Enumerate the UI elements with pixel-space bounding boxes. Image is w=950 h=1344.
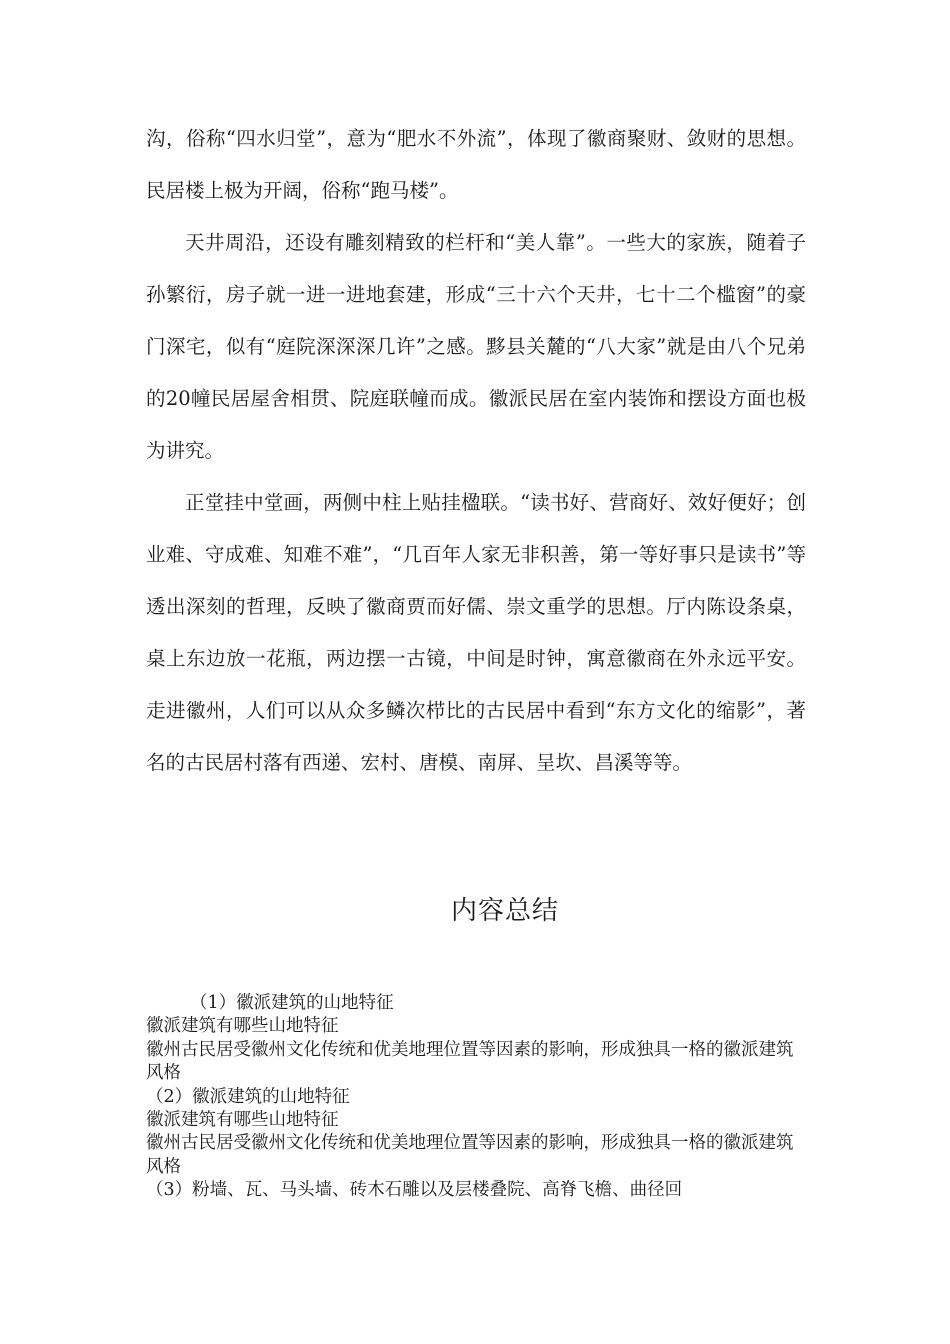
body-text [146,113,806,789]
summary-item: （2）徽派建筑的山地特征 [146,1086,350,1107]
summary-item: 徽派建筑有哪些山地特征 [146,1016,339,1037]
summary-section [146,992,806,1203]
summary-item: 徽州古民居受徽州文化传统和优美地理位置等因素的影响，形成独具一格的徽派建筑风格 [146,1039,794,1084]
paragraph-courtyard: 天井周沿，还设有雕刻精致的栏杆和“美人靠”。一些大的家族，随着子孙繁衍，房子就一进一进地套建，形成“三十六个天井，七十二个槛窗”的豪门深宅，似有“庭院深深深几许”之感。黟县关麓的“八大家”就是由八个兄弟的20幢民居屋舍相贯、院庭联幢而成。徽派民居在室内装饰和摆设方面也极为讲究。 [146,231,806,462]
summary-item: 徽派建筑有哪些山地特征 [146,1110,339,1131]
summary-item: （3）粉墙、瓦、马头墙、砖木石雕以及层楼叠院、高脊飞檐、曲径回 [146,1180,683,1201]
paragraph-continuation: 沟，俗称“四水归堂”，意为“肥水不外流”，体现了徽商聚财、敛财的思想。民居楼上极为开阔，俗称“跑马楼”。 [146,127,806,202]
summary-item: 徽州古民居受徽州文化传统和优美地理位置等因素的影响，形成独具一格的徽派建筑风格 [146,1133,794,1177]
summary-title: 内容总结 [450,896,559,926]
summary-item: （1）徽派建筑的山地特征 [190,993,394,1013]
paragraph-hall: 正堂挂中堂画，两侧中柱上贴挂楹联。“读书好、营商好、效好便好；创业难、守成难、知难不难”，“几百年人家无非积善，第一等好事只是读书”等透出深刻的哲理，反映了徽商贾而好儒、崇文重学的思想。厅内陈设条桌，桌上东边放一花瓶，两边摆一古镜，中间是时钟，寓意徽商在外永远平安。走进徽州，人们可以从众多鳞次栉比的古民居中看到“东方文化的缩影”，著名的古民居村落有西递、宏村、唐模、南屏、呈坎、昌溪等等。 [146,491,806,774]
